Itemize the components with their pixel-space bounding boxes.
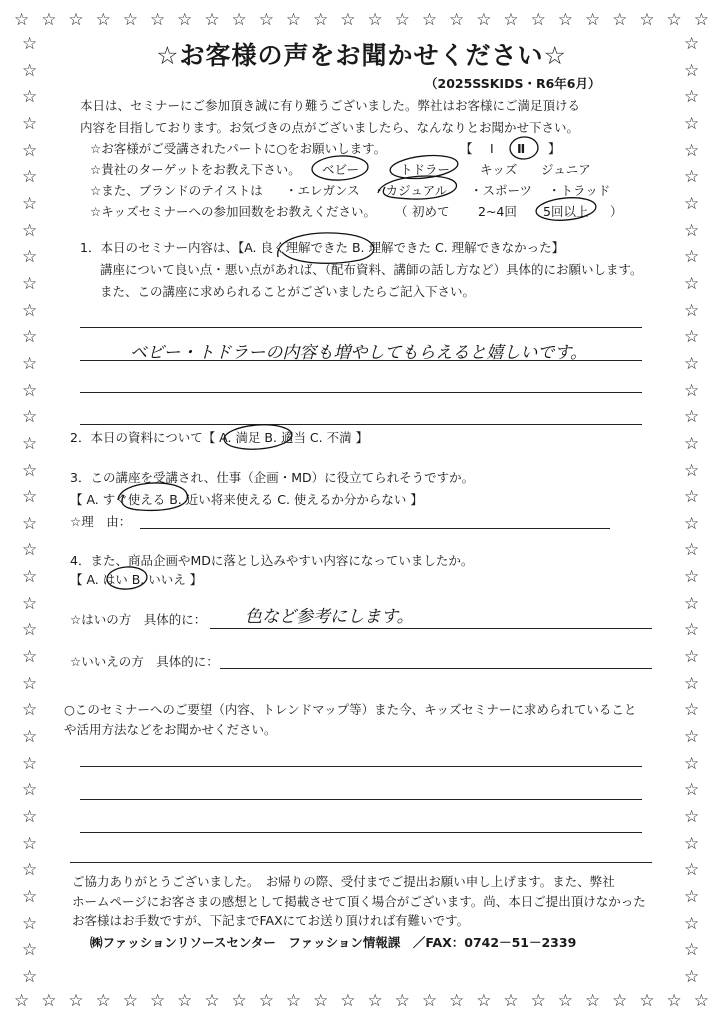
border-star-icon: ☆ <box>684 87 700 108</box>
border-star-icon: ☆ <box>684 460 700 481</box>
border-star-icon: ☆ <box>394 991 410 1011</box>
border-star-icon: ☆ <box>684 487 700 508</box>
attendance-option-5plus[interactable]: 5回以上 <box>543 204 589 219</box>
q1-answer-line-2 <box>80 360 642 361</box>
border-star-icon: ☆ <box>612 10 628 30</box>
border-star-icon: ☆ <box>340 991 356 1011</box>
taste-option-casual[interactable]: ・カジュアル <box>373 183 448 198</box>
border-star-icon: ☆ <box>684 620 700 641</box>
border-star-icon: ☆ <box>684 433 700 454</box>
border-star-icon: ☆ <box>22 167 38 188</box>
border-star-icon: ☆ <box>22 593 38 614</box>
border-star-icon: ☆ <box>503 991 519 1011</box>
border-star-icon: ☆ <box>313 991 329 1011</box>
star-border-top <box>14 12 709 29</box>
border-star-icon: ☆ <box>684 647 700 668</box>
request-line-1[interactable] <box>80 766 642 767</box>
border-star-icon: ☆ <box>449 10 465 30</box>
border-star-icon: ☆ <box>684 167 700 188</box>
taste-question: ☆また、ブランドのテイストは <box>90 183 263 198</box>
border-star-icon: ☆ <box>684 113 700 134</box>
border-star-icon: ☆ <box>22 433 38 454</box>
border-star-icon: ☆ <box>22 247 38 268</box>
border-star-icon: ☆ <box>22 860 38 881</box>
border-star-icon: ☆ <box>22 300 38 321</box>
attendance-paren-open: （ <box>395 204 408 219</box>
border-star-icon: ☆ <box>584 10 601 30</box>
target-question: ☆貴社のターゲットをお教え下さい。 <box>90 162 301 177</box>
border-star-icon: ☆ <box>122 10 138 30</box>
border-star-icon: ☆ <box>684 220 700 241</box>
border-star-icon: ☆ <box>22 647 38 668</box>
border-star-icon: ☆ <box>122 991 138 1011</box>
target-option-junior[interactable]: ジュニア <box>541 162 591 177</box>
border-star-icon: ☆ <box>421 991 438 1011</box>
border-star-icon: ☆ <box>22 753 38 774</box>
border-star-icon: ☆ <box>684 807 700 828</box>
border-star-icon: ☆ <box>22 407 38 428</box>
border-star-icon: ☆ <box>22 513 38 534</box>
border-star-icon: ☆ <box>14 991 30 1011</box>
border-star-icon: ☆ <box>684 700 700 721</box>
intro-line-2: 内容を目指しております。お気づきの点がございましたら、なんなりとお聞かせ下さい。 <box>80 120 580 135</box>
footer-company: ㈱ファッションリソースセンター ファッション情報課 ／FAX：0742－51－2339 <box>90 935 577 950</box>
border-star-icon: ☆ <box>22 460 38 481</box>
border-star-icon: ☆ <box>22 113 38 134</box>
q1-answer-line-1 <box>80 327 642 328</box>
border-star-icon: ☆ <box>14 10 30 30</box>
border-star-icon: ☆ <box>684 887 700 907</box>
q3-reason-label: ☆理 由： <box>70 514 132 529</box>
border-star-icon: ☆ <box>22 193 38 214</box>
border-star-icon: ☆ <box>684 513 700 534</box>
border-star-icon: ☆ <box>684 353 700 374</box>
border-star-icon: ☆ <box>693 991 709 1011</box>
border-star-icon: ☆ <box>177 10 193 30</box>
border-star-icon: ☆ <box>22 966 38 987</box>
border-star-icon: ☆ <box>557 991 573 1011</box>
border-star-icon: ☆ <box>22 807 38 828</box>
border-star-icon: ☆ <box>41 991 57 1011</box>
q4-options: 【 A. はい B. いいえ 】 <box>70 572 203 587</box>
border-star-icon: ☆ <box>684 567 700 588</box>
border-star-icon: ☆ <box>22 727 38 748</box>
border-star-icon: ☆ <box>421 10 438 30</box>
border-star-icon: ☆ <box>22 833 38 854</box>
target-option-kids[interactable]: キッズ <box>480 162 518 177</box>
border-star-icon: ☆ <box>22 327 38 348</box>
border-star-icon: ☆ <box>95 10 111 30</box>
border-star-icon: ☆ <box>684 913 700 934</box>
border-star-icon: ☆ <box>684 673 700 694</box>
border-star-icon: ☆ <box>684 593 700 614</box>
border-star-icon: ☆ <box>693 10 709 30</box>
q1-answer-line-3 <box>80 392 642 393</box>
border-star-icon: ☆ <box>684 300 700 321</box>
border-star-icon: ☆ <box>340 10 356 30</box>
attendance-option-2-4[interactable]: 2~4回 <box>478 204 517 219</box>
border-star-icon: ☆ <box>285 10 302 30</box>
border-star-icon: ☆ <box>612 991 628 1011</box>
border-star-icon: ☆ <box>22 540 38 561</box>
border-star-icon: ☆ <box>22 353 38 374</box>
border-star-icon: ☆ <box>41 10 57 30</box>
intro-line-1: 本日は、セミナーにご参加頂き誠に有り難うございました。弊社はお客様にご満足頂ける <box>80 98 581 113</box>
border-star-icon: ☆ <box>684 273 700 294</box>
border-star-icon: ☆ <box>22 87 38 108</box>
border-star-icon: ☆ <box>684 193 700 214</box>
border-star-icon: ☆ <box>68 10 84 30</box>
border-star-icon: ☆ <box>22 913 38 934</box>
request-line-2[interactable] <box>80 799 642 800</box>
border-star-icon: ☆ <box>95 991 111 1011</box>
part-bracket-open: 【 <box>460 141 473 156</box>
footer-line-2: ホームページにお客さまの感想として掲載させて頂く場合がございます。尚、本日ご提出頂けなかった <box>72 894 646 909</box>
border-star-icon: ☆ <box>394 10 410 30</box>
target-option-baby[interactable]: ベビー <box>322 162 360 177</box>
q4-no-label: ☆いいえの方 具体的に： <box>70 654 219 669</box>
taste-option-trad[interactable]: ・トラッド <box>548 183 611 198</box>
border-star-icon: ☆ <box>684 140 700 161</box>
part-bracket-close: 】 <box>548 141 561 156</box>
border-star-icon: ☆ <box>258 10 274 30</box>
border-star-icon: ☆ <box>231 991 247 1011</box>
footer-line-1: ご協力ありがとうございました。 お帰りの際、受付までご提出お願い申し上げます。また、弊社 <box>72 874 615 889</box>
part-question: ☆お客様がご受講されたパートに○をお願いします。 <box>90 141 387 156</box>
footer-line-3: お客様はお手数ですが、下記までFAXにてお送り頂ければ有難いです。 <box>72 913 470 928</box>
part-option-2[interactable]: Ⅱ <box>517 141 526 156</box>
border-star-icon: ☆ <box>684 540 700 561</box>
border-star-icon: ☆ <box>22 60 38 81</box>
q4-yes-line <box>210 628 652 629</box>
request-line-3[interactable] <box>80 832 642 833</box>
q4-yes-label: ☆はいの方 具体的に： <box>70 612 207 627</box>
border-star-icon: ☆ <box>530 991 546 1011</box>
q1-question: 1．本日のセミナー内容は、【A. 良く理解できた B. 理解できた C. 理解できなかった】 <box>80 240 565 255</box>
border-star-icon: ☆ <box>22 380 38 401</box>
border-star-icon: ☆ <box>68 991 84 1011</box>
border-star-icon: ☆ <box>22 273 38 294</box>
taste-option-sports[interactable]: ・スポーツ <box>470 183 533 198</box>
border-star-icon: ☆ <box>367 991 383 1011</box>
border-star-icon: ☆ <box>476 991 492 1011</box>
border-star-icon: ☆ <box>22 487 38 508</box>
border-star-icon: ☆ <box>639 991 655 1011</box>
border-star-icon: ☆ <box>204 991 220 1011</box>
border-star-icon: ☆ <box>149 991 166 1011</box>
taste-option-elegance[interactable]: ・エレガンス <box>285 183 360 198</box>
border-star-icon: ☆ <box>684 940 700 961</box>
border-star-icon: ☆ <box>684 833 700 854</box>
border-star-icon: ☆ <box>22 887 38 907</box>
border-star-icon: ☆ <box>449 991 465 1011</box>
border-star-icon: ☆ <box>177 991 193 1011</box>
border-star-icon: ☆ <box>684 34 700 54</box>
star-border-bottom <box>14 993 709 1010</box>
attendance-paren-close: ） <box>610 204 623 219</box>
border-star-icon: ☆ <box>684 60 700 81</box>
border-star-icon: ☆ <box>530 10 546 30</box>
target-option-toddler[interactable]: トドラー <box>400 162 451 177</box>
q3-question: 3．この講座を受講され、仕事（企画・MD）に役立てられそうですか。 <box>70 470 475 485</box>
border-star-icon: ☆ <box>639 10 655 30</box>
border-star-icon: ☆ <box>557 10 573 30</box>
q1-detail-line: 講座について良い点・悪い点があれば、（配布資料、講師の話し方など）具体的にお願いします。 <box>100 262 643 277</box>
border-star-icon: ☆ <box>684 327 700 348</box>
border-star-icon: ☆ <box>22 700 38 721</box>
q2-question: 2．本日の資料について【 A. 満足 B. 適当 C. 不満 】 <box>70 430 369 445</box>
q3-options: 【 A. すぐ使える B. 近い将来使える C. 使えるか分からない 】 <box>70 492 423 507</box>
q1-request-line: また、この講座に求められることがございましたらご記入下さい。 <box>100 284 476 299</box>
border-star-icon: ☆ <box>313 10 329 30</box>
border-star-icon: ☆ <box>503 10 519 30</box>
border-star-icon: ☆ <box>285 991 302 1011</box>
border-star-icon: ☆ <box>666 991 682 1011</box>
border-star-icon: ☆ <box>149 10 166 30</box>
border-star-icon: ☆ <box>684 966 700 987</box>
attendance-question: ☆キッズセミナーへの参加回数をお教えください。 <box>90 204 376 219</box>
border-star-icon: ☆ <box>204 10 220 30</box>
border-star-icon: ☆ <box>22 673 38 694</box>
star-border-left <box>22 36 37 986</box>
border-star-icon: ☆ <box>684 380 700 401</box>
border-star-icon: ☆ <box>22 140 38 161</box>
border-star-icon: ☆ <box>258 991 274 1011</box>
request-question-line-2: や活用方法などをお聞かせください。 <box>64 722 277 737</box>
border-star-icon: ☆ <box>476 10 492 30</box>
border-star-icon: ☆ <box>367 10 383 30</box>
border-star-icon: ☆ <box>231 10 247 30</box>
survey-code: （2025SSKIDS・R6年6月） <box>425 76 601 91</box>
q4-handwritten-answer[interactable]: 色など参考にします。 <box>245 607 414 627</box>
request-question-line-1: ○このセミナーへのご要望（内容、トレンドマップ等）また今、キッズセミナーに求められていること <box>64 702 637 717</box>
border-star-icon: ☆ <box>684 753 700 774</box>
footer-divider <box>70 862 652 863</box>
border-star-icon: ☆ <box>584 991 601 1011</box>
border-star-icon: ☆ <box>22 34 38 54</box>
q4-no-line[interactable] <box>220 668 652 669</box>
attendance-option-first[interactable]: 初めて <box>412 204 450 219</box>
border-star-icon: ☆ <box>22 940 38 961</box>
border-star-icon: ☆ <box>684 407 700 428</box>
border-star-icon: ☆ <box>22 220 38 241</box>
border-star-icon: ☆ <box>22 780 38 801</box>
border-star-icon: ☆ <box>22 620 38 641</box>
border-star-icon: ☆ <box>684 727 700 748</box>
border-star-icon: ☆ <box>666 10 682 30</box>
part-option-1[interactable]: Ⅰ <box>490 141 494 156</box>
border-star-icon: ☆ <box>22 567 38 588</box>
border-star-icon: ☆ <box>684 860 700 881</box>
border-star-icon: ☆ <box>684 247 700 268</box>
q1-answer-line-4 <box>80 424 642 425</box>
border-star-icon: ☆ <box>684 780 700 801</box>
q1-handwritten-answer[interactable]: ベビー・トドラーの内容も増やしてもらえると嬉しいです。 <box>130 343 587 363</box>
q4-question: 4．また、商品企画やMDに落とし込みやすい内容になっていましたか。 <box>70 553 474 568</box>
page-title: ☆お客様の声をお聞かせください☆ <box>156 41 567 70</box>
star-border-right <box>684 36 699 986</box>
q3-reason-line[interactable] <box>140 528 610 529</box>
